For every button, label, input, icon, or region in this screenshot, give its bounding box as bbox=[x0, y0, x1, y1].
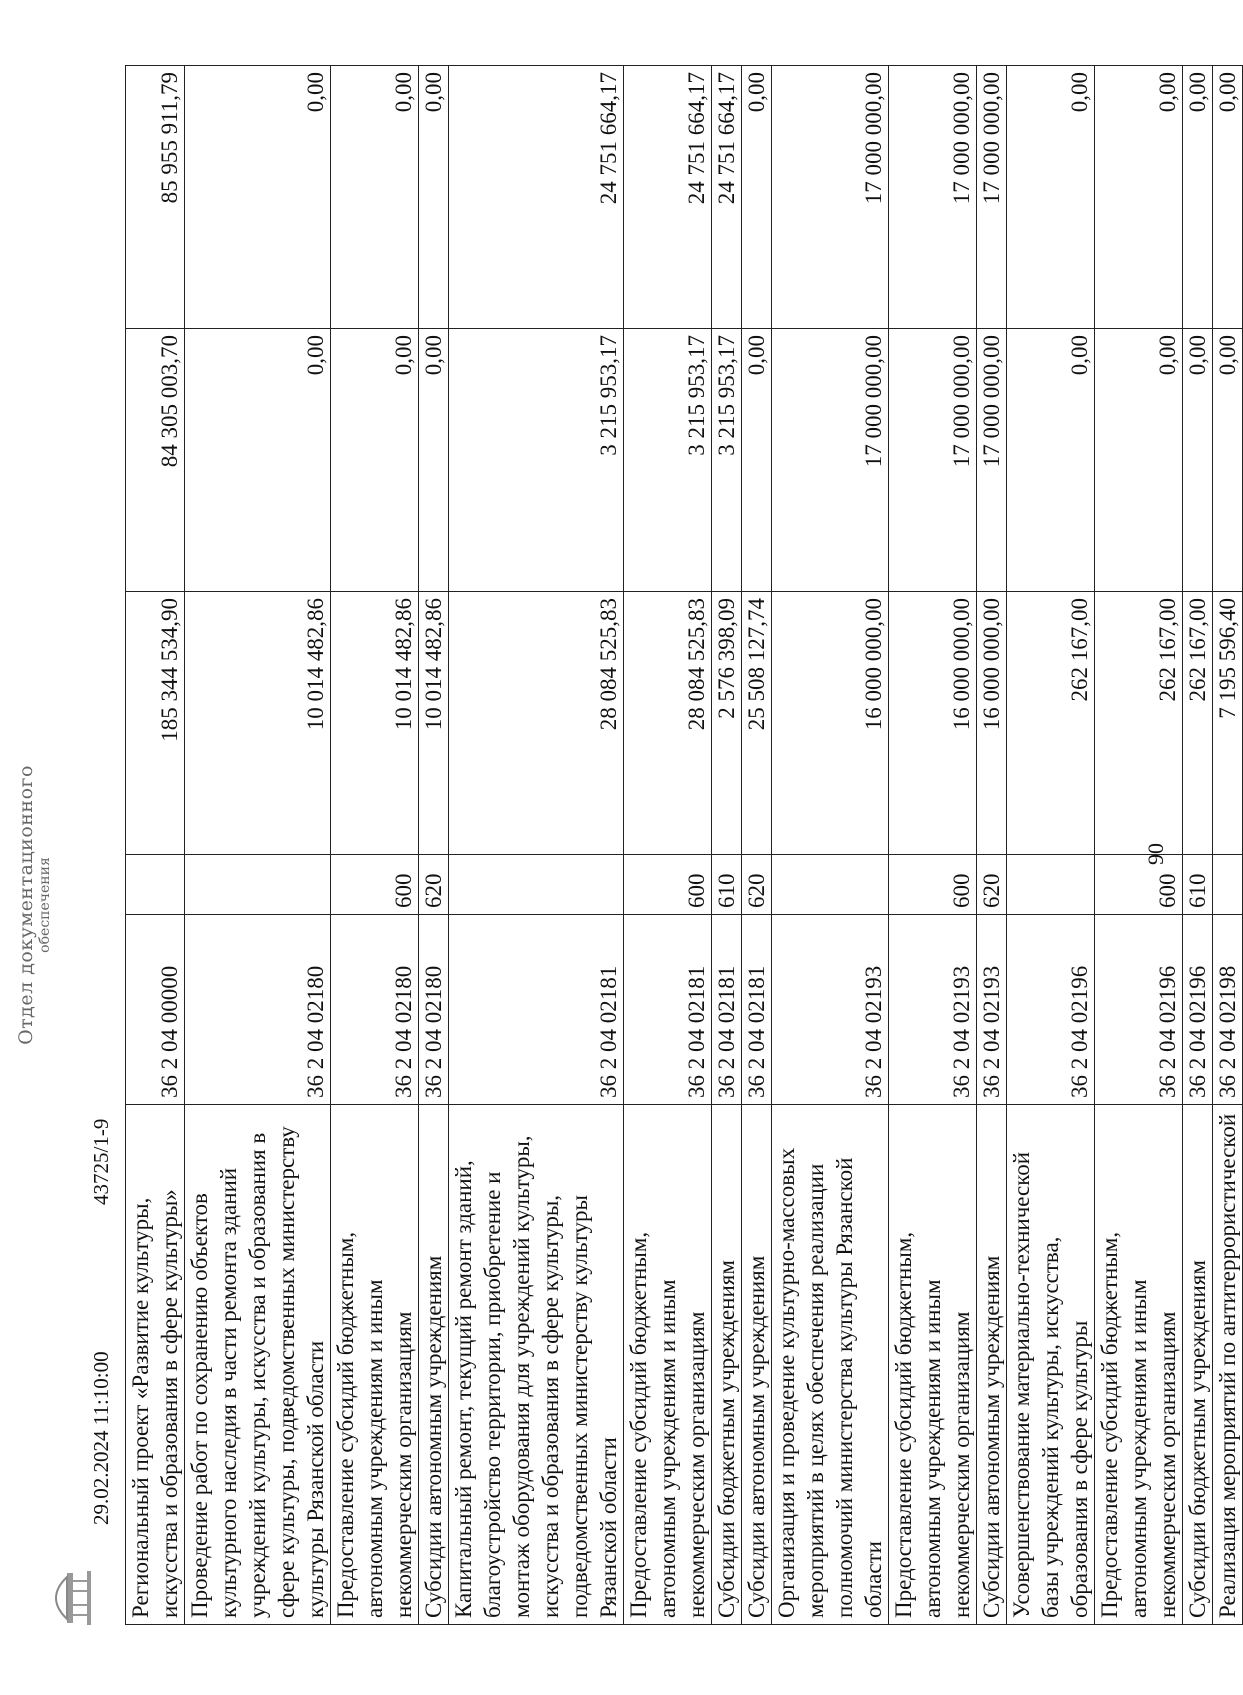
stamp-line-2: обеспечения bbox=[37, 857, 53, 953]
table-row bbox=[712, 66, 742, 1625]
row-amount-year3-cell: 0,00 bbox=[419, 66, 449, 329]
row-amount-year3-cell: 24 751 664,17 bbox=[449, 66, 624, 329]
row-amount-year1-cell: 16 000 000,00 bbox=[977, 592, 1007, 855]
table-row bbox=[1213, 66, 1243, 1625]
row-name-cell: Предоставление субсидий бюджетным, автономным учреждениям и иным некоммерческим организациям bbox=[624, 1105, 712, 1625]
row-amount-year1-cell: 28 084 525,83 bbox=[624, 592, 712, 855]
budget-table bbox=[125, 65, 1243, 1625]
row-vr-cell bbox=[185, 855, 331, 915]
footer-date: 29.02.2024 11:10:00 bbox=[89, 1351, 113, 1525]
table-row bbox=[126, 66, 185, 1625]
row-vr-cell: 600 bbox=[889, 855, 977, 915]
row-csr-cell: 36 2 04 02181 bbox=[449, 915, 624, 1105]
row-amount-year1-cell: 28 084 525,83 bbox=[449, 592, 624, 855]
row-csr-cell: 36 2 04 02198 bbox=[1213, 915, 1243, 1105]
row-csr-cell: 36 2 04 02193 bbox=[772, 915, 889, 1105]
row-amount-year3-cell: 0,00 bbox=[1007, 66, 1095, 329]
row-vr-cell: 620 bbox=[977, 855, 1007, 915]
row-name-cell: Усовершенствование материально-технической базы учреждений культуры, искусства, образования в сфере культуры bbox=[1007, 1105, 1095, 1625]
row-amount-year3-cell: 24 751 664,17 bbox=[624, 66, 712, 329]
row-amount-year3-cell: 0,00 bbox=[1213, 66, 1243, 329]
page-number: 90 bbox=[1143, 843, 1168, 865]
budget-table-body bbox=[126, 66, 1243, 1625]
row-name-cell: Организация и проведение культурно-массовых мероприятий в целях обеспечения реализации полномочий министерства культуры Рязанской области bbox=[772, 1105, 889, 1625]
row-amount-year2-cell: 0,00 bbox=[1213, 329, 1243, 592]
row-csr-cell: 36 2 04 02196 bbox=[1183, 915, 1213, 1105]
row-csr-cell: 36 2 04 02181 bbox=[712, 915, 742, 1105]
row-vr-cell bbox=[1213, 855, 1243, 915]
table-row bbox=[772, 66, 889, 1625]
row-name-cell: Предоставление субсидий бюджетным, автономным учреждениям и иным некоммерческим организациям bbox=[331, 1105, 419, 1625]
row-name-cell: Реализация мероприятий по антитеррористической bbox=[1213, 1105, 1243, 1625]
row-vr-cell: 600 bbox=[331, 855, 419, 915]
row-amount-year2-cell: 0,00 bbox=[1095, 329, 1183, 592]
row-amount-year2-cell: 17 000 000,00 bbox=[889, 329, 977, 592]
department-stamp bbox=[15, 725, 53, 1085]
table-row bbox=[977, 66, 1007, 1625]
row-amount-year2-cell: 0,00 bbox=[419, 329, 449, 592]
table-row bbox=[449, 66, 624, 1625]
row-amount-year1-cell: 262 167,00 bbox=[1007, 592, 1095, 855]
row-name-cell: Субсидии автономным учреждениям bbox=[742, 1105, 772, 1625]
row-csr-cell: 36 2 04 00000 bbox=[126, 915, 185, 1105]
row-csr-cell: 36 2 04 02180 bbox=[419, 915, 449, 1105]
row-amount-year2-cell: 0,00 bbox=[1007, 329, 1095, 592]
row-amount-year1-cell: 16 000 000,00 bbox=[889, 592, 977, 855]
row-vr-cell bbox=[449, 855, 624, 915]
row-amount-year1-cell: 262 167,00 bbox=[1095, 592, 1183, 855]
row-name-cell: Субсидии бюджетным учреждениям bbox=[1183, 1105, 1213, 1625]
row-name-cell: Субсидии автономным учреждениям bbox=[977, 1105, 1007, 1625]
row-csr-cell: 36 2 04 02196 bbox=[1095, 915, 1183, 1105]
row-amount-year1-cell: 185 344 534,90 bbox=[126, 592, 185, 855]
row-name-cell: Региональный проект «Развитие культуры, искусства и образования в сфере культуры» bbox=[126, 1105, 185, 1625]
row-amount-year3-cell: 0,00 bbox=[331, 66, 419, 329]
row-name-cell: Капитальный ремонт, текущий ремонт зданий, благоустройство территории, приобретение и монтаж оборудования для учреждений культуры, искусства и образования в сфере культуры, подведомственных министерству культуры Рязанской области bbox=[449, 1105, 624, 1625]
table-row bbox=[742, 66, 772, 1625]
row-vr-cell bbox=[126, 855, 185, 915]
row-vr-cell: 600 bbox=[1095, 855, 1183, 915]
footer-code: 43725/1-9 bbox=[89, 1118, 113, 1205]
row-vr-cell bbox=[1007, 855, 1095, 915]
row-vr-cell: 600 bbox=[624, 855, 712, 915]
table-row bbox=[624, 66, 712, 1625]
table-row bbox=[889, 66, 977, 1625]
row-name-cell: Предоставление субсидий бюджетным, автономным учреждениям и иным некоммерческим организациям bbox=[889, 1105, 977, 1625]
row-amount-year1-cell: 10 014 482,86 bbox=[419, 592, 449, 855]
row-amount-year2-cell: 84 305 003,70 bbox=[126, 329, 185, 592]
table-row bbox=[1095, 66, 1183, 1625]
row-csr-cell: 36 2 04 02181 bbox=[624, 915, 712, 1105]
row-amount-year3-cell: 0,00 bbox=[1095, 66, 1183, 329]
row-amount-year2-cell: 3 215 953,17 bbox=[712, 329, 742, 592]
row-amount-year2-cell: 0,00 bbox=[742, 329, 772, 592]
table-row bbox=[185, 66, 331, 1625]
row-amount-year3-cell: 0,00 bbox=[742, 66, 772, 329]
row-amount-year2-cell: 0,00 bbox=[185, 329, 331, 592]
row-csr-cell: 36 2 04 02193 bbox=[977, 915, 1007, 1105]
row-amount-year3-cell: 17 000 000,00 bbox=[889, 66, 977, 329]
row-amount-year1-cell: 25 508 127,74 bbox=[742, 592, 772, 855]
row-amount-year1-cell: 2 576 398,09 bbox=[712, 592, 742, 855]
table-row bbox=[1007, 66, 1095, 1625]
row-amount-year1-cell: 10 014 482,86 bbox=[185, 592, 331, 855]
row-name-cell: Предоставление субсидий бюджетным, автономным учреждениям и иным некоммерческим организациям bbox=[1095, 1105, 1183, 1625]
row-csr-cell: 36 2 04 02181 bbox=[742, 915, 772, 1105]
row-name-cell: Субсидии автономным учреждениям bbox=[419, 1105, 449, 1625]
row-name-cell: Субсидии бюджетным учреждениям bbox=[712, 1105, 742, 1625]
emblem-icon bbox=[37, 1563, 97, 1633]
row-vr-cell: 620 bbox=[419, 855, 449, 915]
stamp-line-1: Отдел документационного bbox=[15, 765, 37, 1045]
row-amount-year2-cell: 0,00 bbox=[1183, 329, 1213, 592]
row-amount-year3-cell: 85 955 911,79 bbox=[126, 66, 185, 329]
table-row bbox=[331, 66, 419, 1625]
row-amount-year3-cell: 0,00 bbox=[1183, 66, 1213, 329]
row-csr-cell: 36 2 04 02180 bbox=[331, 915, 419, 1105]
row-amount-year3-cell: 17 000 000,00 bbox=[772, 66, 889, 329]
row-vr-cell: 610 bbox=[1183, 855, 1213, 915]
row-vr-cell: 620 bbox=[742, 855, 772, 915]
rotated-page bbox=[15, 65, 1240, 1625]
table-row bbox=[419, 66, 449, 1625]
row-csr-cell: 36 2 04 02180 bbox=[185, 915, 331, 1105]
row-amount-year3-cell: 24 751 664,17 bbox=[712, 66, 742, 329]
row-amount-year3-cell: 0,00 bbox=[185, 66, 331, 329]
row-vr-cell bbox=[772, 855, 889, 915]
row-amount-year1-cell: 262 167,00 bbox=[1183, 592, 1213, 855]
row-amount-year1-cell: 16 000 000,00 bbox=[772, 592, 889, 855]
row-amount-year2-cell: 3 215 953,17 bbox=[449, 329, 624, 592]
row-vr-cell: 610 bbox=[712, 855, 742, 915]
row-amount-year2-cell: 17 000 000,00 bbox=[977, 329, 1007, 592]
row-amount-year2-cell: 17 000 000,00 bbox=[772, 329, 889, 592]
row-amount-year2-cell: 3 215 953,17 bbox=[624, 329, 712, 592]
row-amount-year2-cell: 0,00 bbox=[331, 329, 419, 592]
row-amount-year1-cell: 7 195 596,40 bbox=[1213, 592, 1243, 855]
row-amount-year1-cell: 10 014 482,86 bbox=[331, 592, 419, 855]
row-csr-cell: 36 2 04 02193 bbox=[889, 915, 977, 1105]
table-row bbox=[1183, 66, 1213, 1625]
row-amount-year3-cell: 17 000 000,00 bbox=[977, 66, 1007, 329]
row-csr-cell: 36 2 04 02196 bbox=[1007, 915, 1095, 1105]
row-name-cell: Проведение работ по сохранению объектов культурного наследия в части ремонта зданий учреждений культуры, искусства и образования в сфере культуры, подведомственных министерству культуры Рязанской области bbox=[185, 1105, 331, 1625]
